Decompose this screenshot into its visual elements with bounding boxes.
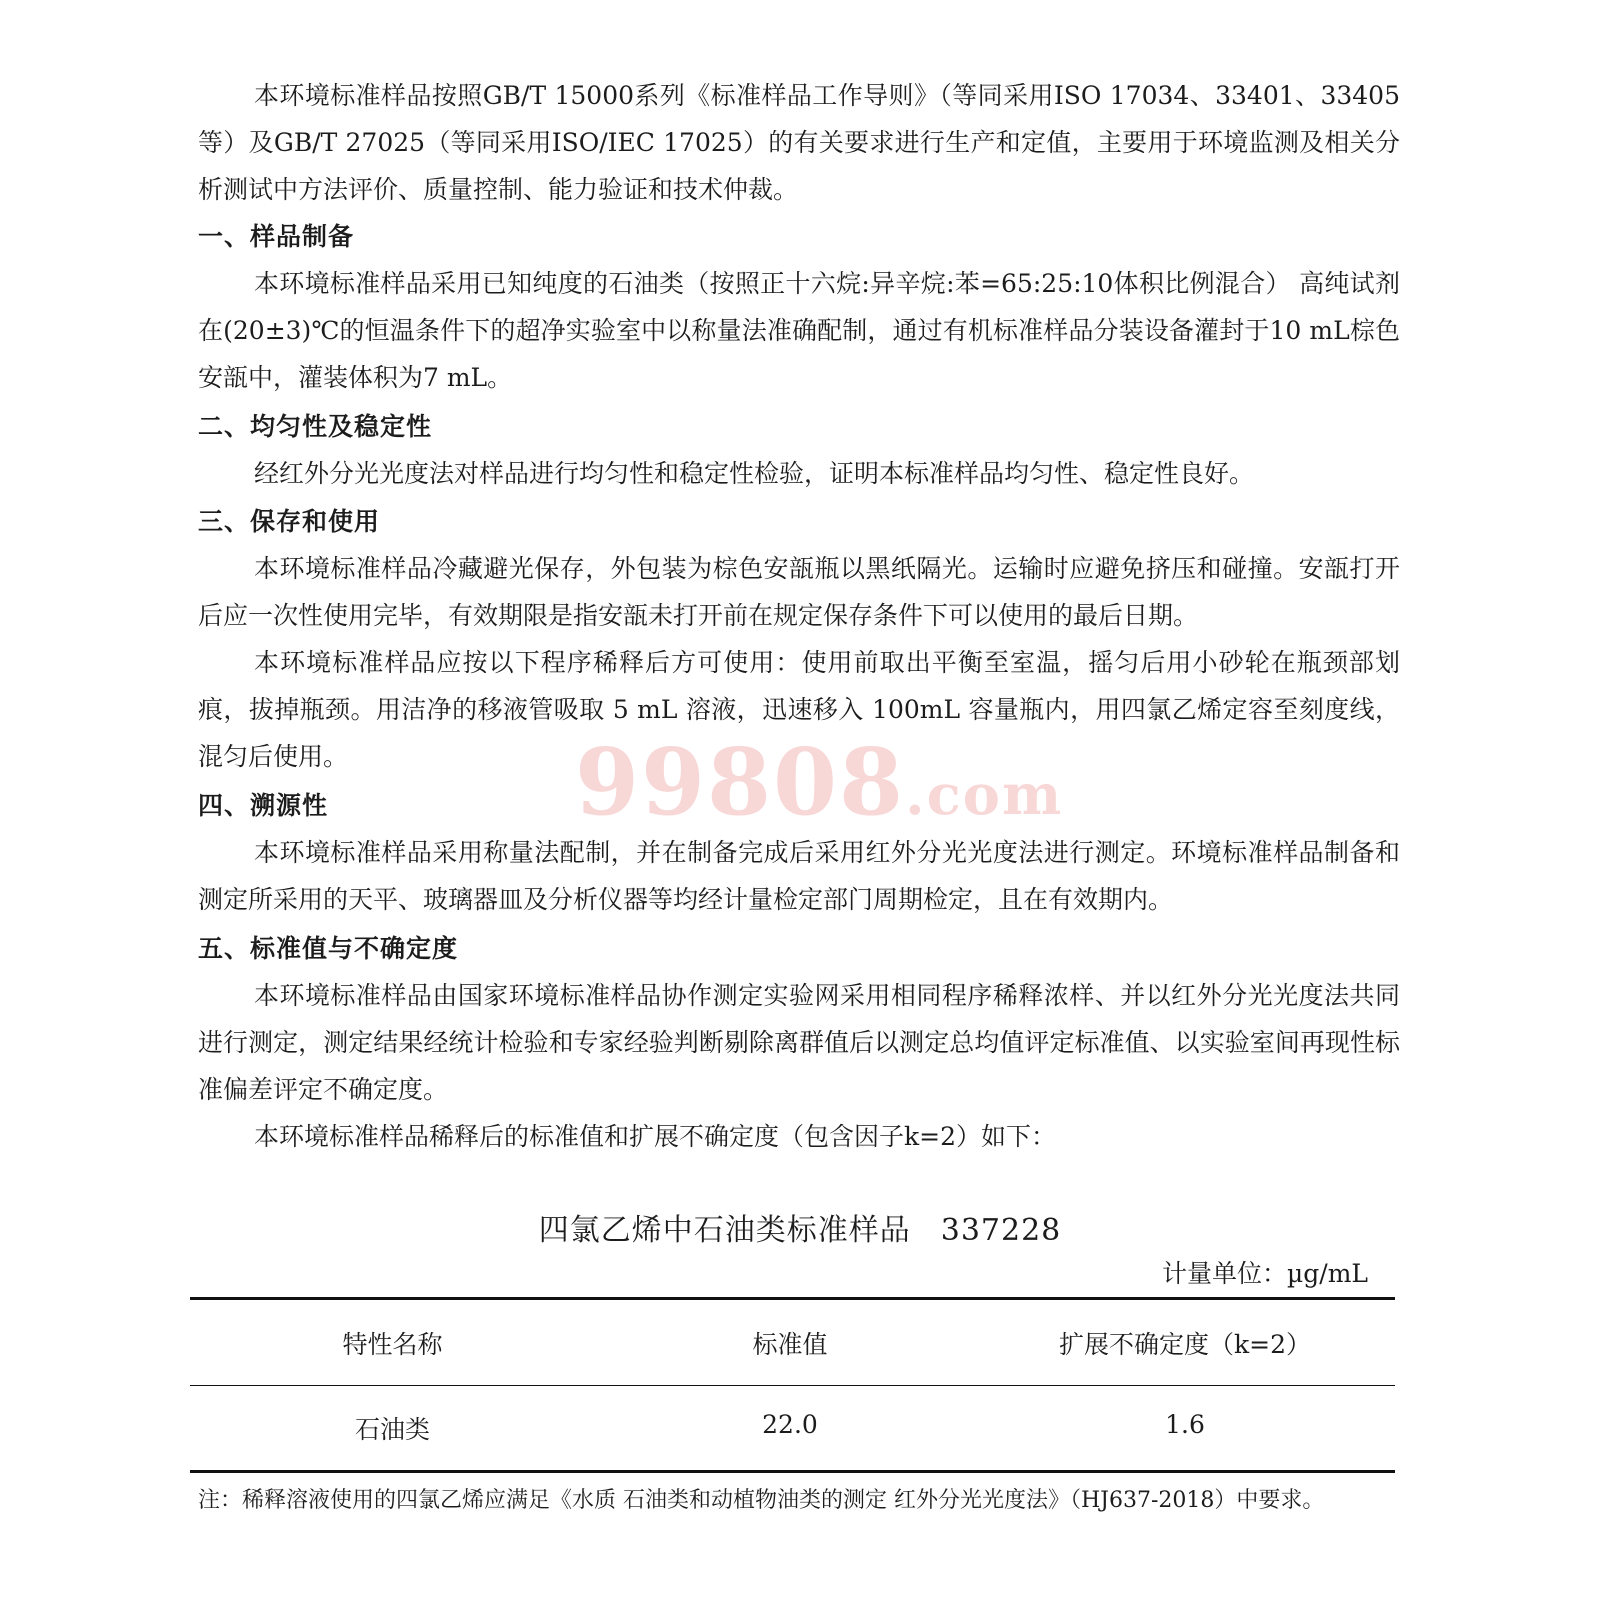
table-cell-property: 石油类 [354, 1415, 430, 1444]
section-paragraph: 本环境标准样品应按以下程序稀释后方可使用：使用前取出平衡至室温，摇匀后用小砂轮在瓶颈部划痕，拔掉瓶颈。用洁净的移液管吸取 5 mL 溶液，迅速移入 100mL 容量瓶内，用四氯乙烯定容至刻度线，混匀后使用。 [198, 648, 1400, 771]
section-sample-preparation [198, 213, 1400, 401]
section-heading: 一、样品制备 [198, 222, 355, 251]
section-heading: 五、标准值与不确定度 [198, 934, 459, 963]
table-title-text: 四氯乙烯中石油类标准样品 [538, 1213, 911, 1248]
section-heading: 二、均匀性及稳定性 [198, 412, 433, 441]
section-homogeneity-stability [198, 403, 1400, 497]
watermark-suffix: .com [905, 762, 1064, 828]
table-header-rule [190, 1385, 1395, 1386]
watermark [575, 728, 1063, 836]
section-paragraph: 本环境标准样品采用称量法配制，并在制备完成后采用红外分光光度法进行测定。环境标准样品制备和测定所采用的天平、玻璃器皿及分析仪器等均经计量检定部门周期检定，且在有效期内。 [198, 838, 1400, 914]
section-paragraph: 本环境标准样品稀释后的标准值和扩展不确定度（包含因子k=2）如下： [254, 1122, 1057, 1151]
footnote: 注：稀释溶液使用的四氯乙烯应满足《水质 石油类和动植物油类的测定 红外分光光度法》（HJ637-2018）中要求。 [198, 1488, 1325, 1513]
table-header-property: 特性名称 [342, 1330, 443, 1359]
table-header-uncertainty: 扩展不确定度（k=2） [1058, 1330, 1311, 1359]
table-top-rule [190, 1297, 1395, 1300]
section-standard-value-uncertainty [198, 925, 1400, 1160]
table-cell-standard-value: 22.0 [762, 1410, 818, 1439]
section-heading: 四、溯源性 [198, 791, 329, 820]
section-paragraph: 本环境标准样品由国家环境标准样品协作测定实验网采用相同程序稀释浓样、并以红外分光光度法共同进行测定，测定结果经统计检验和专家经验判断剔除离群值后以测定总均值评定标准值、以实验室间再现性标准偏差评定不确定度。 [198, 981, 1400, 1104]
watermark-main: 99808 [575, 728, 906, 836]
sample-code: 337228 [940, 1213, 1062, 1248]
table-cell-uncertainty: 1.6 [1165, 1410, 1205, 1439]
table-title [0, 1205, 1600, 1249]
unit-label: 计量单位：µg/mL [1162, 1259, 1368, 1288]
section-paragraph: 经红外分光光度法对样品进行均匀性和稳定性检验，证明本标准样品均匀性、稳定性良好。 [254, 459, 1255, 488]
section-paragraph: 本环境标准样品采用已知纯度的石油类（按照正十六烷:异辛烷:苯=65:25:10体积比例混合） 高纯试剂在(20±3)℃的恒温条件下的超净实验室中以称量法准确配制，通过有机标准样品分装设备灌封于10 mL棕色安瓿中，灌装体积为7 mL。 [198, 269, 1400, 392]
section-paragraph: 本环境标准样品冷藏避光保存，外包装为棕色安瓿瓶以黑纸隔光。运输时应避免挤压和碰撞。安瓿打开后应一次性使用完毕，有效期限是指安瓿未打开前在规定保存条件下可以使用的最后日期。 [198, 554, 1400, 630]
intro-paragraph: 本环境标准样品按照GB/T 15000系列《标准样品工作导则》（等同采用ISO 17034、33401、33405等）及GB/T 27025（等同采用ISO/IEC 17025）的有关要求进行生产和定值，主要用于环境监测及相关分 析测试中方法评价、质量控制、能力验证和技术仲裁。 [198, 81, 1400, 204]
intro-block [198, 72, 1400, 213]
table-bottom-rule [190, 1470, 1395, 1473]
table-header-standard-value: 标准值 [752, 1330, 828, 1359]
section-heading: 三、保存和使用 [198, 507, 381, 536]
